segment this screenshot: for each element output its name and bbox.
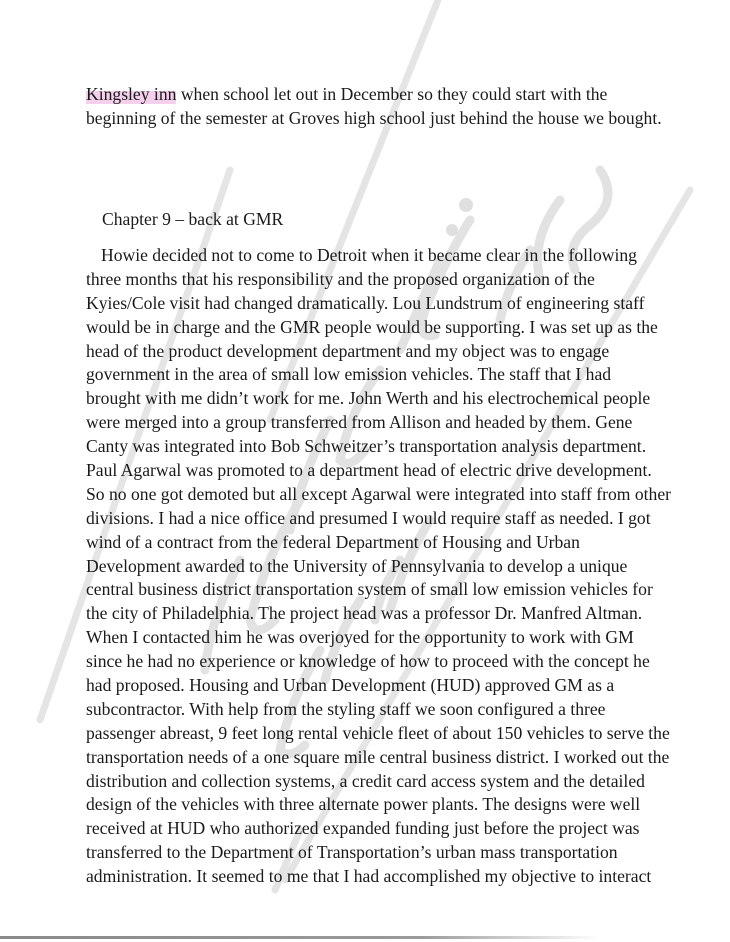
text-line: the city of Philadelphia. The project head was a professor Dr. Manfred Altman. <box>86 603 643 624</box>
text-line: Kyies/Cole visit had changed dramatically. Lou Lundstrum of engineering staff <box>86 292 645 313</box>
text-line: transferred to the Department of Transportation’s urban mass transportation <box>86 842 618 863</box>
text-line: central business district transportation system of small low emission vehicles for <box>86 579 653 600</box>
text-line: head of the product development department and my object was to engage <box>86 340 610 361</box>
text-line: government in the area of small low emission vehicles. The staff that I had <box>86 364 612 385</box>
text-line: design of the vehicles with three alternate power plants. The designs were well <box>86 794 641 815</box>
text-line: administration. It seemed to me that I had accomplished my objective to interact <box>86 866 652 887</box>
text-line: subcontractor. With help from the styling staff we soon configured a three <box>86 698 606 719</box>
text-line: passenger abreast, 9 feet long rental vehicle fleet of about 150 vehicles to serve the <box>86 722 670 743</box>
text-line: were merged into a group transferred from Allison and headed by them. Gene <box>86 412 633 433</box>
watermark-dot <box>446 224 458 236</box>
text-line <box>86 83 662 107</box>
text-line-content: when school let out in December so they could start with the <box>176 84 608 104</box>
text-line: When I contacted him he was overjoyed for the opportunity to work with GM <box>86 627 634 648</box>
chapter-heading: Chapter 9 – back at GMR <box>102 209 284 229</box>
text-line: since he had no experience or knowledge of how to proceed with the concept he <box>86 651 650 672</box>
text-line: Howie decided not to come to Detroit when it became clear in the following <box>101 245 637 265</box>
text-line: transportation needs of a one square mile central business district. I worked out the <box>86 746 670 767</box>
scan-edge-line <box>0 936 600 939</box>
text-line: beginning of the semester at Groves high school just behind the house we bought. <box>86 107 662 128</box>
text-line: distribution and collection systems, a credit card access system and the detailed <box>86 770 645 791</box>
text-line: three months that his responsibility and the proposed organization of the <box>86 268 595 289</box>
text-line: brought with me didn’t work for me. John Werth and his electrochemical people <box>86 388 651 409</box>
text-line: So no one got demoted but all except Agarwal were integrated into staff from other <box>86 483 671 504</box>
text-line: Canty was integrated into Bob Schweitzer’s transportation analysis department. <box>86 436 647 457</box>
body-paragraph <box>86 244 671 889</box>
text-line: had proposed. Housing and Urban Development (HUD) approved GM as a <box>86 675 615 696</box>
continued-paragraph <box>86 83 662 131</box>
text-line: received at HUD who authorized expanded funding just before the project was <box>86 818 640 839</box>
text-line: would be in charge and the GMR people would be supporting. I was set up as the <box>86 316 658 337</box>
text-line: Paul Agarwal was promoted to a department head of electric drive development. <box>86 460 652 481</box>
text-line: Development awarded to the University of Pennsylvania to develop a unique <box>86 555 628 576</box>
watermark-dot <box>459 198 473 212</box>
highlighted-text: Kingsley inn <box>86 84 177 104</box>
text-line: wind of a contract from the federal Department of Housing and Urban <box>86 531 580 552</box>
text-line: divisions. I had a nice office and presumed I would require staff as needed. I got <box>86 507 651 528</box>
